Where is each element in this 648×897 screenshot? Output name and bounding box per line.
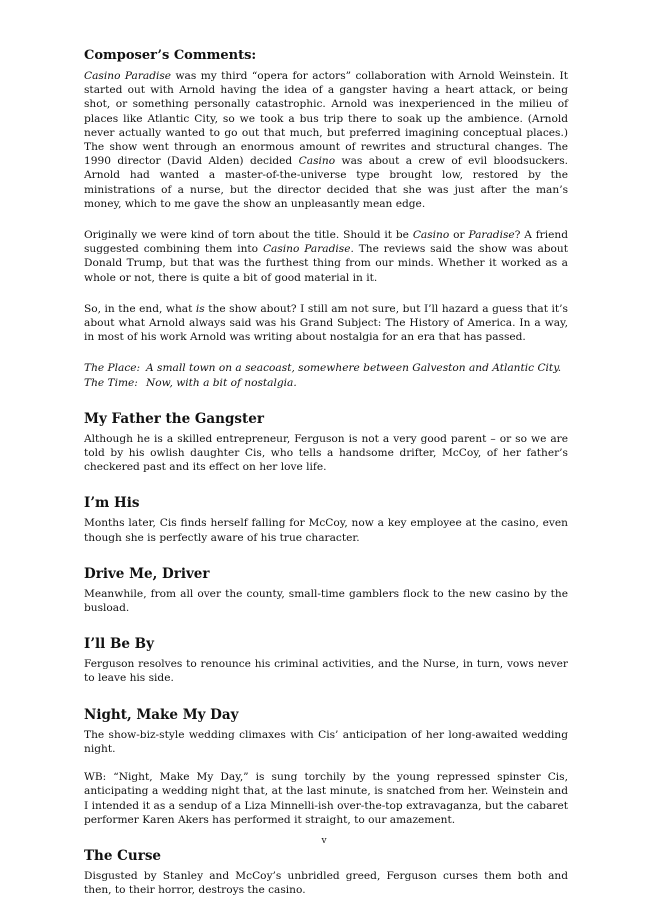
italic-title: Casino Paradise [84,70,172,82]
time-value: Now, with a bit of nostalgia. [146,376,297,389]
composer-paragraph-1: Casino Paradise was my third “opera for actors” collaboration with Arnold Weinstein. It started out with Arnold having the idea of a gangster having a heart attack, or being shot, or something personally catastrophic. Arnold was inexperienced in the milieu of places like Atlantic City, so we took a bus trip there to soak up the ambience. (Arnold never actually wanted to go out that much, but preferred imagining conceptual places.) The show went through an enormous amount of rewrites and structural changes. The 1990 director (David Alden) decided Casino was about a crew of evil bloodsuckers. Arnold had wanted a master-of-the-universe type brought low, restored by the ministrations of a nurse, but the director decided that she was just after the man’s money, which to me gave the show an unpleasantly mean edge. [84,70,569,210]
page-number: v [321,836,327,846]
place-label: The Place: [84,362,141,375]
italic-title: Casino [412,229,450,242]
composer-paragraph-2: Originally we were kind of torn about the title. Should it be Casino or Paradise? A friend suggested combining them into Casino Paradise. The reviews said the show was about Donald Trump, but that was the furthest thing from our minds. Whether it worked as a whole or not, there is quite a bit of good material in it. [84,229,569,284]
song-synopsis-my-father-the-gangster: Although he is a skilled entrepreneur, Ferguson is not a very good parent – or so we are told by his owlish daughter Cis, who tells a handsome drifter, McCoy, of her father’s checkered past and its effect on her love life. [84,432,568,474]
song-note-night-make-my-day: WB: “Night, Make My Day,” is sung torchily by the young repressed spinster Cis, anticipating a wedding night that, at the last minute, is snatched from her. Weinstein and I intended it as a sendup of a Liza Minnelli-ish over-the-top extravaganza, but the cabaret performer Karen Akers has performed it straight, to our amazement. [84,771,568,826]
song-title-night-make-my-day: Night, Make My Day [84,706,239,723]
song-title-ill-be-by: I’ll Be By [84,636,154,653]
song-title-drive-me-driver: Drive Me, Driver [84,565,210,582]
time-label: The Time: [84,376,138,389]
song-synopsis-im-his: Months later, Cis finds herself falling for McCoy, now a key employee at the casino, even though she is perfectly aware of his true character. [84,517,568,544]
song-synopsis-the-curse: Disgusted by Stanley and McCoy’s unbridled greed, Ferguson curses them both and then, to their horror, destroys the casino. [84,869,568,897]
song-synopsis-drive-me-driver: Meanwhile, from all over the county, small-time gamblers flock to the new casino by the busload. [84,587,568,615]
page-content [84,48,568,897]
song-synopsis-night-make-my-day: The show-biz-style wedding climaxes with Cis’ anticipation of her long-awaited wedding night. [84,728,568,755]
song-title-im-his: I’m His [84,495,140,512]
place-value: A small town on a seacoast, somewhere between Galveston and Atlantic City. [146,362,562,375]
italic-title: is [195,302,205,315]
song-title-the-curse: The Curse [84,847,162,864]
composer-comments-heading: Composer’s Comments: [84,48,257,63]
italic-title: Casino [298,155,336,168]
italic-title: Casino Paradise [262,243,351,256]
italic-title: Paradise [468,229,515,242]
composer-paragraph-3: So, in the end, what is the show about? I still am not sure, but I’ll hazard a guess that it’s about what Arnold always said was his Grand Subject: The History of America. In a way, in most of his work Arnold was writing about nostalgia for an era that has passed. [84,302,568,344]
song-synopsis-ill-be-by: Ferguson resolves to renounce his criminal activities, and the Nurse, in turn, vows never to leave his side. [84,658,568,685]
setting-block [84,361,568,389]
song-title-my-father-the-gangster: My Father the Gangster [84,410,264,427]
